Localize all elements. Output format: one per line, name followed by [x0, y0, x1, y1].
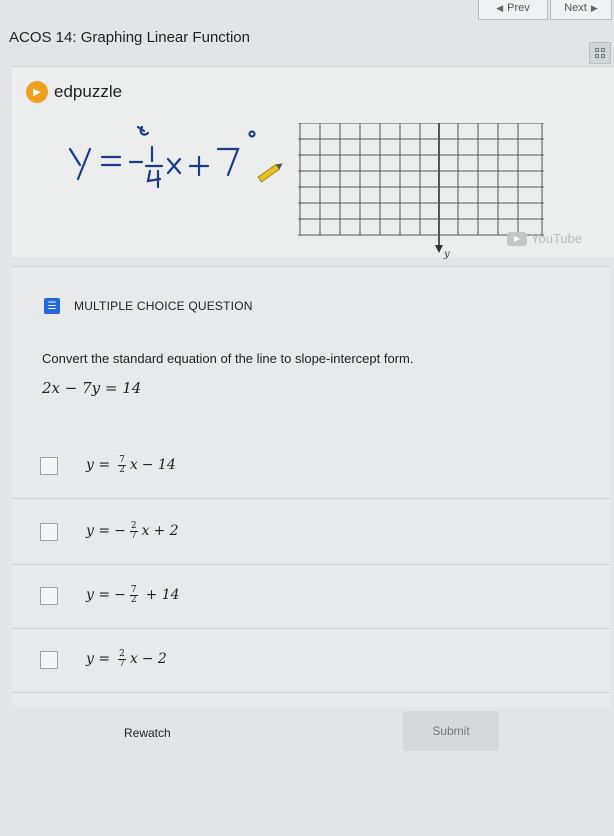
answer-option-2[interactable] — [12, 503, 610, 565]
question-header — [44, 298, 253, 314]
youtube-play-icon: ▶ — [507, 232, 527, 246]
option-math: y = − $\frac{2}{7}$ x + 2 — [86, 520, 179, 541]
brand-name: edpuzzle — [54, 82, 123, 101]
question-type: MULTIPLE CHOICE QUESTION — [74, 299, 253, 313]
answer-option-4[interactable] — [12, 631, 610, 693]
rewatch-button[interactable]: Rewatch — [124, 726, 171, 740]
chevron-left-icon: ◀ — [496, 2, 504, 13]
option-checkbox[interactable] — [40, 523, 58, 541]
answer-option-1[interactable] — [12, 437, 610, 499]
option-math: y = $\frac{7}{2}$ x − 14 — [86, 454, 176, 475]
play-icon: ▶ — [26, 81, 48, 103]
next-button[interactable] — [550, 0, 612, 20]
list-icon: ☰ — [44, 298, 60, 314]
youtube-logo[interactable] — [507, 231, 582, 246]
fullscreen-icon[interactable] — [589, 42, 611, 64]
option-checkbox[interactable] — [40, 651, 58, 669]
edpuzzle-logo — [26, 81, 122, 103]
option-checkbox[interactable] — [40, 457, 58, 475]
handwritten-equation — [62, 117, 292, 197]
question-equation: 2x − 7y = 14 — [42, 379, 142, 397]
youtube-label: YouTube — [531, 231, 583, 246]
option-math: y = $\frac{2}{7}$ x − 2 — [86, 648, 167, 669]
answer-option-3[interactable] — [12, 567, 610, 629]
option-checkbox[interactable] — [40, 587, 58, 605]
submit-button[interactable]: Submit — [403, 711, 499, 751]
next-label: Next — [564, 2, 587, 14]
video-player[interactable] — [12, 66, 614, 260]
question-card — [12, 266, 610, 707]
chevron-right-icon: ▶ — [590, 2, 598, 13]
axis-label-y: y — [444, 249, 450, 260]
page-title: ACOS 14: Graphing Linear Function — [9, 29, 250, 46]
top-navigation — [0, 0, 614, 22]
option-math: y = − $\frac{7}{2}$ + 14 — [86, 584, 180, 605]
prev-label: Prev — [507, 2, 530, 14]
pencil-icon — [258, 161, 284, 182]
prev-button[interactable] — [478, 0, 548, 20]
question-prompt: Convert the standard equation of the line to slope-intercept form. — [42, 351, 414, 366]
